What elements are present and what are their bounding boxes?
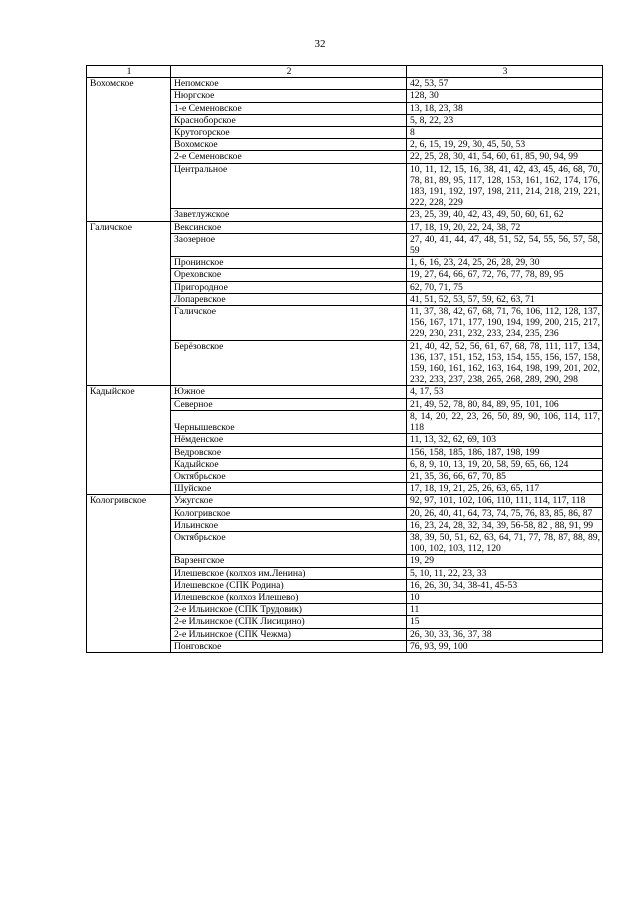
settlement-cell: Лопаревское [171,293,407,305]
numbers-cell: 20, 26, 40, 41, 64, 73, 74, 75, 76, 83, 85, 86, 87 [407,507,603,519]
table-body [87,66,603,653]
table-row [87,78,603,90]
numbers-cell: 8 [407,127,603,139]
numbers-cell: 16, 26, 30, 34, 38-41, 45-53 [407,579,603,591]
numbers-cell: 38, 39, 50, 51, 62, 63, 64, 71, 77, 78, 87, 88, 89, 100, 102, 103, 112, 120 [407,531,603,554]
settlement-cell: Октябрьское [171,531,407,554]
numbers-cell: 41, 51, 52, 53, 57, 59, 62, 63, 71 [407,293,603,305]
header-col-3: 3 [407,66,603,78]
settlement-cell: Заозерное [171,233,407,256]
settlement-cell: Ужугское [171,495,407,507]
table-row [87,221,603,233]
numbers-cell: 11 [407,604,603,616]
settlement-cell: Центральное [171,163,407,209]
numbers-cell: 4, 17, 53 [407,386,603,398]
numbers-cell: 10, 11, 12, 15, 16, 38, 41, 42, 43, 45, 46, 68, 70, 78, 81, 89, 95, 117, 128, 153, 161, 162, 174, 176, 183, 191, 192, 197, 198, 211, 214, 218, 219, 221, 222, 228, 229 [407,163,603,209]
settlement-cell: Вексинское [171,221,407,233]
settlement-cell: Красноборское [171,114,407,126]
numbers-cell: 5, 8, 22, 23 [407,114,603,126]
settlement-cell: Кадыйское [171,458,407,470]
settlement-cell: Варзенгское [171,555,407,567]
settlement-cell: 2-е Ильинское (СПК Трудовик) [171,604,407,616]
numbers-cell: 62, 70, 71, 75 [407,281,603,293]
settlement-cell: Илешевское (колхоз Илешево) [171,591,407,603]
settlement-cell: 1-е Семеновское [171,102,407,114]
numbers-cell: 16, 23, 24, 28, 32, 34, 39, 56-58, 82 , 88, 91, 99 [407,519,603,531]
numbers-cell: 17, 18, 19, 21, 25, 26, 63, 65, 117 [407,483,603,495]
numbers-cell: 21, 49, 52, 78, 80, 84, 89, 95, 101, 106 [407,398,603,410]
numbers-cell: 76, 93, 99, 100 [407,640,603,652]
settlement-cell: Галичское [171,306,407,341]
district-cell: Вохомское [87,78,171,221]
page-number: 32 [314,38,326,50]
numbers-cell: 17, 18, 19, 20, 22, 24, 38, 72 [407,221,603,233]
numbers-cell: 13, 18, 23, 38 [407,102,603,114]
settlement-cell: Шуйское [171,483,407,495]
settlement-cell: Ведровское [171,446,407,458]
numbers-cell: 128, 30 [407,90,603,102]
settlement-cell: 2-е Семеновское [171,151,407,163]
numbers-cell: 19, 27, 64, 66, 67, 72, 76, 77, 78, 89, 95 [407,269,603,281]
settlement-cell: Понговское [171,640,407,652]
header-col-2: 2 [171,66,407,78]
numbers-cell: 6, 8, 9, 10, 13, 19, 20, 58, 59, 65, 66, 124 [407,458,603,470]
settlement-cell: Нюргское [171,90,407,102]
district-cell: Галичское [87,221,171,386]
settlement-cell: Берёзовское [171,340,407,386]
settlement-cell: Илешевское (колхоз им.Ленина) [171,567,407,579]
header-row [87,66,603,78]
numbers-cell: 8, 14, 20, 22, 23, 26, 50, 89, 90, 106, 114, 117, 118 [407,410,603,433]
numbers-cell: 26, 30, 33, 36, 37, 38 [407,628,603,640]
settlement-cell: Кологривское [171,507,407,519]
numbers-cell: 10 [407,591,603,603]
settlement-cell: Ильинское [171,519,407,531]
numbers-cell: 27, 40, 41, 44, 47, 48, 51, 52, 54, 55, 56, 57, 58, 59 [407,233,603,256]
numbers-cell: 15 [407,616,603,628]
settlement-cell: Южное [171,386,407,398]
numbers-cell: 23, 25, 39, 40, 42, 43, 49, 50, 60, 61, 62 [407,209,603,221]
settlement-cell: Крутогорское [171,127,407,139]
table-row [87,386,603,398]
settlements-table [86,65,603,653]
numbers-cell: 22, 25, 28, 30, 41, 54, 60, 61, 85, 90, 94, 99 [407,151,603,163]
settlement-cell: Северное [171,398,407,410]
district-cell: Кологривское [87,495,171,653]
header-col-1: 1 [87,66,171,78]
numbers-cell: 92, 97, 101, 102, 106, 110, 111, 114, 117, 118 [407,495,603,507]
settlement-cell: Пригородное [171,281,407,293]
numbers-cell: 21, 35, 36, 66, 67, 70, 85 [407,470,603,482]
settlement-cell: Илешевское (СПК Родина) [171,579,407,591]
settlement-cell: Вохомское [171,139,407,151]
settlement-cell: Октябрьское [171,470,407,482]
table-row [87,495,603,507]
settlement-cell: Ореховское [171,269,407,281]
settlement-cell: Чернышевское [171,410,407,433]
settlement-cell: Непомское [171,78,407,90]
settlement-cell: 2-е Ильинское (СПК Чежма) [171,628,407,640]
settlement-cell: Заветлужское [171,209,407,221]
numbers-cell: 19, 29 [407,555,603,567]
numbers-cell: 11, 13, 32, 62, 69, 103 [407,434,603,446]
settlement-cell: Пронинское [171,257,407,269]
numbers-cell: 42, 53, 57 [407,78,603,90]
settlement-cell: Нёмденское [171,434,407,446]
numbers-cell: 21, 40, 42, 52, 56, 61, 67, 68, 78, 111, 117, 134, 136, 137, 151, 152, 153, 154, 155, 156, 157, 158, 159, 160, 161, 162, 163, 164, 198, 199, 201, 202, 232, 233, 237, 238, 265, 268, 289, 290, 298 [407,340,603,386]
numbers-cell: 2, 6, 15, 19, 29, 30, 45, 50, 53 [407,139,603,151]
numbers-cell: 1, 6, 16, 23, 24, 25, 26, 28, 29, 30 [407,257,603,269]
settlement-cell: 2-е Ильинское (СПК Лисицино) [171,616,407,628]
district-cell: Кадыйское [87,386,171,495]
numbers-cell: 11, 37, 38, 42, 67, 68, 71, 76, 106, 112, 128, 137, 156, 167, 171, 177, 190, 194, 199, 200, 215, 217, 229, 230, 231, 232, 233, 234, 235, 236 [407,306,603,341]
numbers-cell: 156, 158, 185, 186, 187, 198, 199 [407,446,603,458]
numbers-cell: 5, 10, 11, 22, 23, 33 [407,567,603,579]
